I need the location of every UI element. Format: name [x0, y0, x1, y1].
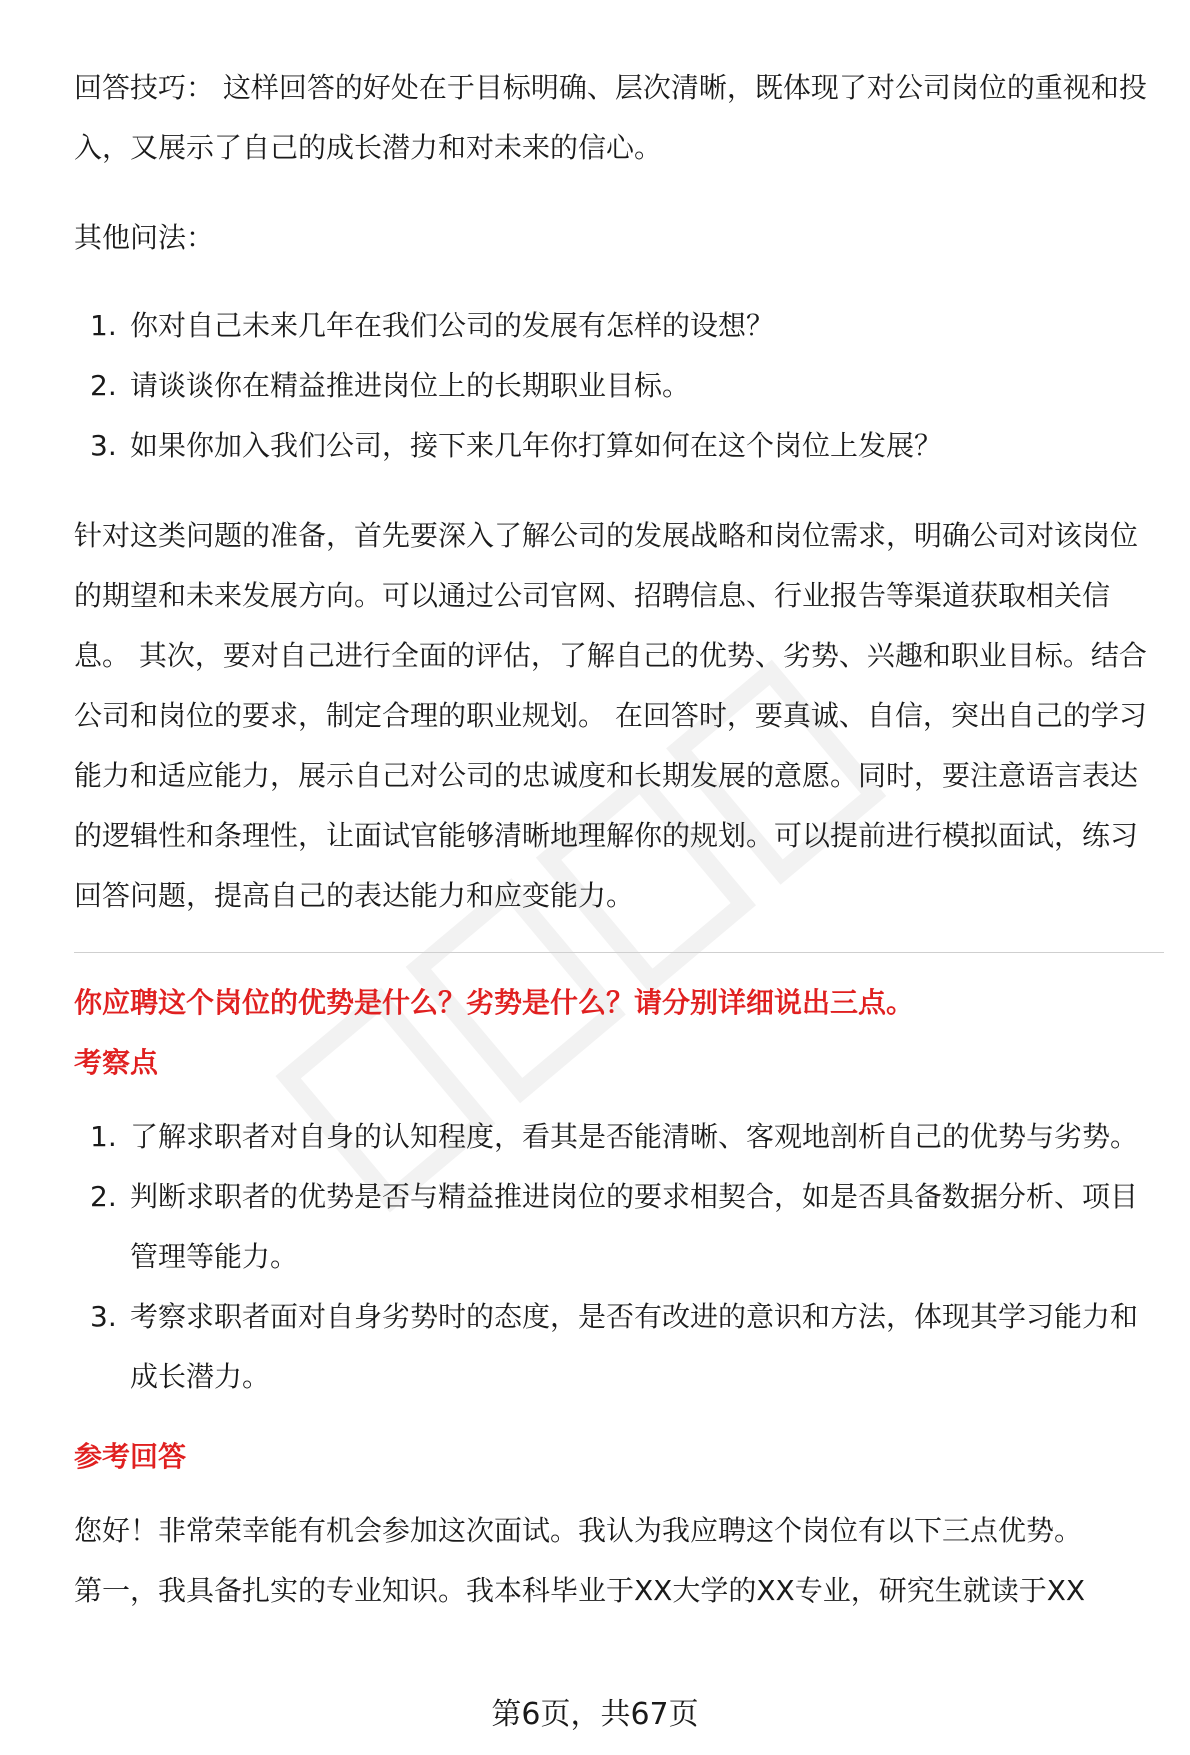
list-item: 3. 考察求职者面对自身劣势时的态度，是否有改进的意识和方法，体现其学习能力和成长潜力。 — [90, 1300, 1139, 1393]
question-title: 你应聘这个岗位的优势是什么？劣势是什么？请分别详细说出三点。 — [74, 986, 915, 1019]
list-item: 2. 判断求职者的优势是否与精益推进岗位的要求相契合，如是否具备数据分析、项目管理等能力。 — [90, 1180, 1139, 1273]
focus-heading: 考察点 — [74, 1046, 159, 1079]
preparation-paragraph: 针对这类问题的准备，首先要深入了解公司的发展战略和岗位需求，明确公司对该岗位的期望和未来发展方向。可以通过公司官网、招聘信息、行业报告等渠道获取相关信息。 其次，要对自己进行全面的评估，了解自己的优势、劣势、兴趣和职业目标。结合公司和岗位的要求，制定合理的职业规划。 在回答时，要真诚、自信，突出自己的学习能力和适应能力，展示自己对公司的忠诚度和长期发展的意愿。同时，要注意语言表达的逻辑性和条理性，让面试官能够清晰地理解你的规划。可以提前进行模拟面试，练习回答问题，提高自己的表达能力和应变能力。 — [74, 519, 1147, 912]
list-item: 2. 请谈谈你在精益推进岗位上的长期职业目标。 — [90, 369, 691, 402]
focus-points-list — [74, 1107, 1164, 1407]
list-item: 1. 了解求职者对自身的认知程度，看其是否能清晰、客观地剖析自己的优势与劣势。 — [90, 1120, 1139, 1153]
list-item: 1. 你对自己未来几年在我们公司的发展有怎样的设想？ — [90, 309, 775, 342]
page-number: 第6页，共67页 — [0, 1685, 1190, 1745]
answer-paragraph: 第一，我具备扎实的专业知识。我本科毕业于XX大学的XX专业，研究生就读于XX — [74, 1574, 1086, 1607]
reference-answer-heading: 参考回答 — [74, 1440, 187, 1473]
document-page — [74, 58, 1164, 1621]
other-questions-list — [74, 296, 1164, 476]
answer-tip: 回答技巧： 这样回答的好处在于目标明确、层次清晰，既体现了对公司岗位的重视和投入，又展示了自己的成长潜力和对未来的信心。 — [74, 71, 1147, 164]
answer-paragraph: 您好！非常荣幸能有机会参加这次面试。我认为我应聘这个岗位有以下三点优势。 — [74, 1514, 1083, 1547]
section-divider — [74, 952, 1164, 953]
list-item: 3. 如果你加入我们公司，接下来几年你打算如何在这个岗位上发展？ — [90, 429, 943, 462]
other-questions-label: 其他问法： — [74, 221, 215, 254]
